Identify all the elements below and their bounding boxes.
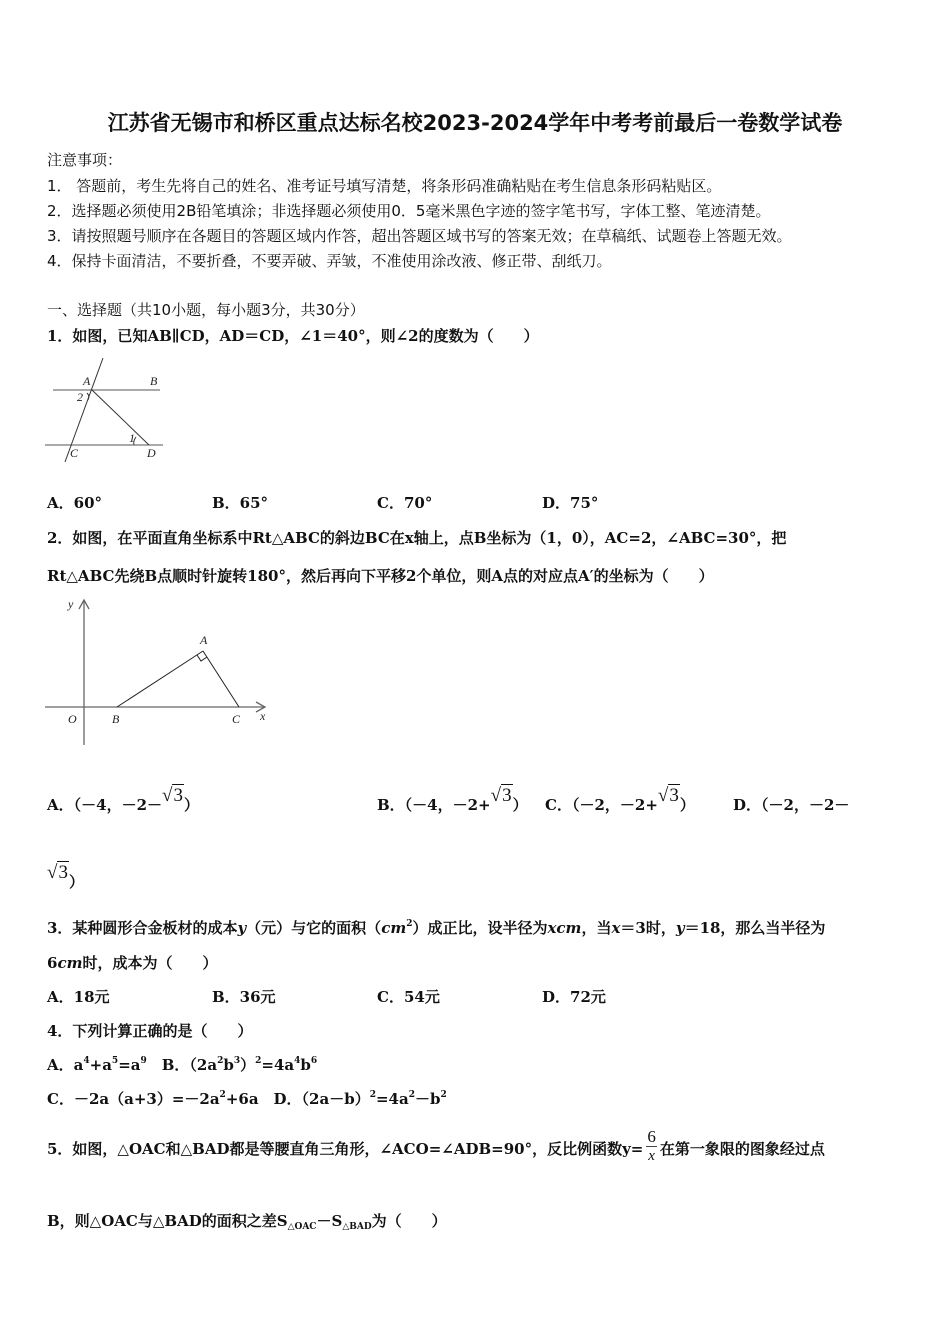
q1-option-d[interactable]: D．75° <box>542 494 599 512</box>
q4-options-cd[interactable] <box>47 1089 447 1109</box>
label-d: D <box>147 446 156 460</box>
superscript: 2 <box>255 1056 262 1066</box>
text-segment: 3．某种圆形合金板材的成本 <box>47 919 238 937</box>
q1-option-a[interactable]: A．60° <box>47 494 103 512</box>
superscript: 2 <box>406 919 413 929</box>
text-segment: B．（2a <box>146 1056 218 1074</box>
text-segment: 时，成本为（ ） <box>82 954 218 972</box>
text-segment: b <box>300 1056 311 1074</box>
q3-option-a[interactable]: A．18元 <box>47 988 110 1006</box>
superscript: 3 <box>233 1056 241 1066</box>
q2-stem-line2 <box>47 566 714 586</box>
label-b: B <box>150 374 158 388</box>
text-segment: ） <box>240 1056 256 1074</box>
note-item: 4．保持卡面清洁，不要折叠，不要弄破、弄皱，不准使用涂改液、修正带、刮纸刀。 <box>47 252 612 270</box>
q2-options-row <box>47 785 857 815</box>
section-heading: 一、选择题（共10小题，每小题3分，共30分） <box>47 301 365 319</box>
text-segment: D．（－2，－2－ <box>733 796 850 814</box>
text-segment: +6a D．（2a－b） <box>225 1090 370 1108</box>
q3-option-b[interactable]: B．36元 <box>212 988 276 1006</box>
q4-options-ab[interactable] <box>47 1055 317 1075</box>
text-segment: b <box>223 1056 234 1074</box>
q5-stem-part2: 在第一象限的图象经过点 <box>659 1139 825 1158</box>
q2-option-d[interactable] <box>733 795 849 815</box>
label-x: x <box>260 709 266 723</box>
superscript: 4 <box>294 1056 301 1066</box>
label-angle-1: 1 <box>129 431 135 445</box>
superscript: 2 <box>408 1090 415 1100</box>
label-y: y <box>68 597 74 611</box>
label-o: O <box>68 712 77 726</box>
superscript: 9 <box>140 1056 147 1066</box>
q2-option-b[interactable] <box>377 785 537 815</box>
text-segment: A．a <box>47 1056 84 1074</box>
q2-option-c[interactable] <box>545 785 725 815</box>
q2-stem-line1 <box>47 528 786 548</box>
note-item: 1． 答题前，考生先将自己的姓名、准考证号填写清楚，将条形码准确粘贴在考生信息条形码粘贴区。 <box>47 177 722 195</box>
q5-stem-part1: 5．如图，△OAC和△BAD都是等腰直角三角形，∠ACO=∠ADB=90°，反比例函数y= <box>47 1139 644 1158</box>
page-title: 江苏省无锡市和桥区重点达标名校2023-2024学年中考考前最后一卷数学试卷 <box>107 111 843 135</box>
sqrt-expression: √3 <box>490 785 512 806</box>
sqrt-expression: √3 <box>162 785 183 806</box>
q5-stem-line1 <box>47 1127 825 1167</box>
text-segment: y <box>675 919 685 937</box>
q5-stem-line2 <box>47 1211 447 1231</box>
text-segment: ）成正比，设半径为 <box>412 919 548 937</box>
text-segment: B，则△OAC与△BAD的面积之差S <box>47 1212 288 1230</box>
fraction <box>646 1128 657 1165</box>
text-segment: ） <box>679 796 695 814</box>
q2-option-a[interactable] <box>47 785 369 815</box>
q1-option-c[interactable]: C．70° <box>377 494 433 512</box>
sqrt-expression: √3 <box>657 785 679 806</box>
text-segment: －b <box>414 1090 441 1108</box>
text-segment: C．（－2，－2+ <box>545 796 658 814</box>
q2-option-d-continued[interactable] <box>47 862 84 892</box>
note-item: 2．选择题必须使用2B铅笔填涂；非选择题必须使用0．5毫米黑色字迹的签字笔书写，字体工整、笔迹清楚。 <box>47 202 771 220</box>
text-segment: ，当 <box>581 919 612 937</box>
text-segment: ） <box>68 873 84 891</box>
text-segment: ＝3时， <box>620 919 676 937</box>
text-segment: C．－2a（a+3）=－2a <box>47 1090 220 1108</box>
text-segment: xcm <box>547 919 582 937</box>
text-segment: B．（－4，－2+ <box>377 796 491 814</box>
text-segment: Rt△ABC先绕B点顺时针旋转180°，然后再向下平移2个单位，则A点的对应点A′的坐标为（ ） <box>47 567 714 585</box>
subscript: △OAC <box>287 1222 317 1232</box>
text-segment: y <box>237 919 247 937</box>
text-segment: 6 <box>47 954 58 972</box>
text-segment: x <box>611 919 621 937</box>
fraction-numerator: 6 <box>647 1127 656 1146</box>
superscript: 2 <box>369 1090 376 1100</box>
superscript: 2 <box>440 1090 447 1100</box>
q3-stem-line1 <box>47 918 825 938</box>
subscript: △BAD <box>342 1222 372 1232</box>
text-segment: =4a <box>375 1090 409 1108</box>
text-segment: A．（－4，－2－ <box>47 796 163 814</box>
text-segment: =4a <box>261 1056 295 1074</box>
superscript: 5 <box>111 1056 119 1066</box>
text-segment: ） <box>512 796 528 814</box>
text-segment: ） <box>183 796 199 814</box>
notes-heading: 注意事项： <box>47 151 123 169</box>
text-segment: =a <box>118 1056 141 1074</box>
superscript: 2 <box>217 1056 224 1066</box>
q3-option-d[interactable]: D．72元 <box>542 988 606 1006</box>
q3-option-c[interactable]: C．54元 <box>377 988 440 1006</box>
sqrt-expression: √3 <box>47 862 68 883</box>
label-a: A <box>83 374 91 388</box>
text-segment: ＝18，那么当半径为 <box>684 919 826 937</box>
text-segment: cm <box>381 919 407 937</box>
text-segment: 2．如图，在平面直角坐标系中Rt△ABC的斜边BC在x轴上，点B坐标为（1，0），AC=2，∠ABC=30°，把 <box>47 529 787 547</box>
q1-stem: 1．如图，已知AB∥CD，AD＝CD，∠1＝40°，则∠2的度数为（ ） <box>47 327 539 345</box>
text-segment: （元）与它的面积（ <box>246 919 382 937</box>
note-item: 3．请按照题号顺序在各题目的答题区域内作答，超出答题区域书写的答案无效；在草稿纸、试题卷上答题无效。 <box>47 227 792 245</box>
fraction-denominator: x <box>648 1148 655 1164</box>
label-angle-2: 2 <box>77 390 83 404</box>
text-segment: +a <box>89 1056 112 1074</box>
label-a: A <box>200 633 208 647</box>
q1-option-b[interactable]: B．65° <box>212 494 269 512</box>
q3-stem-line2 <box>47 953 217 973</box>
q4-stem: 4．下列计算正确的是（ ） <box>47 1022 253 1040</box>
q1-figure <box>40 350 280 470</box>
text-segment: －S <box>316 1212 343 1230</box>
superscript: 6 <box>310 1056 318 1066</box>
superscript: 4 <box>83 1056 90 1066</box>
label-c: C <box>232 712 241 726</box>
text-segment: cm <box>57 954 83 972</box>
q2-figure <box>40 590 280 750</box>
text-segment: 为（ ） <box>371 1212 447 1230</box>
label-b: B <box>112 712 120 726</box>
label-c: C <box>70 446 79 460</box>
superscript: 2 <box>219 1090 226 1100</box>
